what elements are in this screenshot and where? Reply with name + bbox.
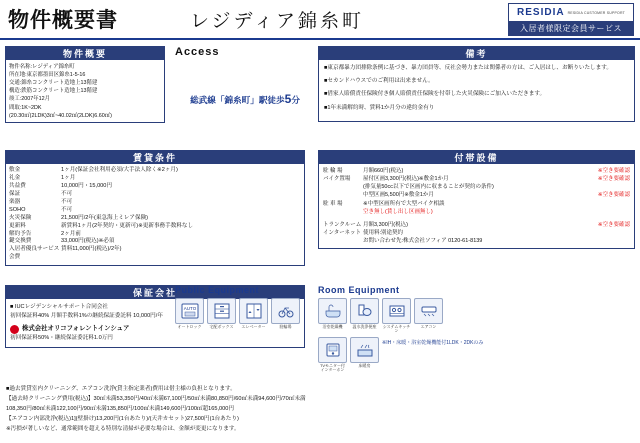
room-equipment-note-wrap: [382, 337, 518, 373]
equipment-caption: 温水洗浄便座: [352, 324, 377, 329]
table-row: [6, 246, 304, 262]
row-key: [323, 237, 363, 245]
row-value: 不可: [61, 198, 73, 205]
row-note: ※空き要確認: [597, 221, 630, 228]
access-prefix: 総武線「錦糸町」駅徒歩: [190, 95, 285, 105]
property-overview-body: [6, 60, 164, 122]
row-key: [323, 208, 363, 216]
row-key: トランクルーム: [323, 221, 362, 228]
table-row: [323, 167, 630, 175]
remark-item: ■1年未満解約時、賃料1か月分の違約金有り: [324, 104, 435, 111]
row-value: 21,500円/2年(東急海上ミレア保険): [61, 214, 149, 221]
row-value: 1ヶ月: [61, 174, 76, 181]
tv-monitor-icon: [318, 337, 347, 363]
row-key: [323, 191, 363, 199]
guarantor-header: 保証会社: [6, 286, 304, 299]
remark-item: ■借家人賠償責任保険付き個人賠償責任保険を付帯した火災保険にご加入いただきます。: [324, 91, 546, 98]
row-key: 更新料: [9, 222, 26, 229]
equipment-item: [414, 298, 443, 334]
overview-line: 竣工:2007年12月: [9, 96, 51, 103]
lease-terms-body: [6, 164, 304, 265]
row-value: 賃料11,000円(税込)/2年): [61, 246, 122, 253]
table-row: [6, 223, 304, 231]
brand-member-service-label: 入居者様限定会員サービス: [509, 21, 633, 36]
table-row: [323, 191, 630, 199]
table-row: [323, 183, 630, 191]
table-row: [323, 237, 630, 245]
mailbox-icon: [207, 298, 236, 324]
row-key: 駐 輪 場: [323, 168, 343, 174]
remarks-panel: [318, 46, 635, 122]
brand-badge: [508, 3, 634, 36]
table-row: [323, 229, 630, 237]
lease-terms-panel: [5, 150, 305, 266]
row-value: 1ヶ月(保証会社利用必須/大手法人除く※2ヶ月): [61, 167, 178, 173]
equipment-item: [271, 298, 300, 329]
equipment-item: [350, 298, 379, 334]
row-key: 敷金: [9, 167, 21, 173]
row-value: 中型区画5,500円※敷金1か月: [363, 192, 434, 199]
row-key: 入居者優良サービス会費: [9, 246, 60, 261]
brand-subtitle: RESIDIA CUSTOMER SUPPORT: [567, 10, 625, 15]
table-row: [6, 231, 304, 239]
property-name-title: レジディア錦糸町: [190, 10, 365, 32]
row-key: 共益費: [9, 182, 26, 189]
row-key: 楽器: [9, 198, 21, 205]
row-value: 新賃料1ヶ月(2年契約・更新可)※更新事務手数料なし: [61, 222, 194, 229]
auto-lock-icon: [175, 298, 204, 324]
row-value: 月額3,300円(税込): [363, 221, 408, 228]
remarks-header: 備考: [319, 47, 634, 60]
remark-item: ■東京都暴力団排除条例に基づき、暴力団員等、反社会勢力または関係者の方は、ご入居はし、お断りいたします。: [324, 65, 612, 71]
table-row: [6, 175, 304, 183]
row-key: 火災保険: [9, 214, 32, 221]
orico-logo-icon: [10, 325, 19, 334]
remarks-body: [319, 60, 634, 121]
footer-line: 108,350円/80㎡未満122,100円/90㎡未満135,850円/100㎡未満149,600円/100㎡超165,000円: [6, 405, 234, 412]
page-title: 物件概要書: [8, 8, 118, 32]
overview-line: 間取:1K~2DK: [9, 104, 42, 111]
table-row: [6, 215, 304, 223]
room-equipment-block: [318, 285, 518, 373]
svg-text:AUTO: AUTO: [183, 306, 196, 311]
access-heading: Access: [175, 46, 220, 58]
overview-line: 交通:錦糸コンクリート造地上13階建: [9, 80, 98, 87]
equipment-caption: オートロック: [177, 324, 202, 329]
row-note: ※空き要確認: [597, 176, 630, 183]
footer-notes: [6, 385, 634, 435]
overview-line: 構造:鉄筋コンクリート造地上13階建: [9, 88, 98, 95]
table-row: [6, 191, 304, 199]
row-value: 33,000円(税込)※必須: [61, 238, 115, 245]
row-note: ※空き要確認: [597, 192, 630, 199]
table-row: [6, 207, 304, 215]
room-equipment-grid-row1: [318, 298, 518, 334]
row-note: ※空き要確認: [597, 168, 630, 174]
equipment-item: [318, 298, 347, 334]
row-key: インターネット: [323, 229, 362, 236]
row-value: 2ヶ月前: [61, 230, 81, 237]
row-value: (排気量50cc以下で区画内に収まることが契約の条件): [363, 184, 494, 191]
table-row: [6, 199, 304, 207]
row-key: 解約予告: [9, 230, 32, 237]
access-block: [175, 46, 315, 106]
public-equipment-heading: Public Equipment: [175, 285, 260, 295]
guarantor-line: ■ IUCレジデンシャルサポート合同会社: [10, 304, 108, 310]
system-kitchen-icon: [382, 298, 411, 324]
equipment-caption: エレベーター: [241, 324, 266, 329]
footer-line: ■過去賃貸室内クリーニング、エアコン洗浄(貸主指定業者)費用は借主様の負担となります。: [6, 386, 236, 392]
row-value: 使用料:別途契約: [363, 229, 404, 236]
equipment-item: [207, 298, 236, 329]
overview-line: (20.30㎡(2LDK)3㎡~40.02㎡(2LDK)6.60㎡): [9, 112, 112, 119]
table-row: [323, 221, 630, 229]
room-equipment-heading: Room Equipment: [318, 285, 400, 295]
public-equipment-grid: [175, 298, 305, 329]
equipment-caption: システムキッチン: [382, 324, 411, 334]
row-value: 10,000円・15,000円: [61, 182, 112, 189]
equipment-item: [350, 337, 379, 373]
row-key: 保証: [9, 190, 21, 197]
table-row: [323, 175, 630, 183]
brand-name: RESIDIA: [517, 7, 565, 18]
property-overview-header: 物件概要: [6, 47, 164, 60]
brand-top: [509, 4, 633, 21]
equipment-caption: 床暖房: [358, 362, 371, 368]
table-row: [323, 208, 630, 216]
equipment-item: [239, 298, 268, 329]
row-value: 不可: [61, 190, 73, 197]
room-equipment-note: ※IH・床暖・浴室乾燥機能付1LDK・2DKのみ: [382, 339, 484, 346]
document-header: [0, 0, 640, 40]
guarantor-line: 初回保証料50%・継続保証委託料1.0万円: [10, 335, 113, 342]
lease-terms-header: 賃貸条件: [6, 151, 304, 164]
equipment-caption: 宅配ボックス: [209, 324, 234, 329]
row-value: 月額660円(税込): [363, 168, 404, 174]
guarantor-line: 初回保証料40% 月額手数料1%の継続保証委託料 10,000円/年: [10, 312, 163, 319]
footer-line: ※汚損が著しいなど、通常範囲を超える特別な清掃が必要な場合は、金額が変更になります。: [6, 425, 240, 432]
remark-item: ■セカンドハウスでのご利用は出来ません。: [324, 78, 434, 85]
row-value: ※中型区画所有で大型バイク相談: [363, 200, 445, 207]
equipment-item: [175, 298, 204, 329]
row-key: 鍵交換費: [9, 238, 32, 245]
table-row: [323, 200, 630, 208]
header-divider: [0, 38, 640, 40]
property-overview-panel: [5, 46, 165, 123]
access-minutes: 5: [284, 92, 292, 106]
elevator-icon: [239, 298, 268, 324]
facilities-header: 付帯設備: [319, 151, 634, 164]
bath-icon: [318, 298, 347, 324]
row-value: お問い合わせ先:株式会社ソフィア 0120-61-8139: [363, 238, 483, 244]
orico-company-name: 株式会社オリコフォレントインシュア: [22, 324, 130, 332]
washlet-icon: [350, 298, 379, 324]
row-value: 不可: [61, 206, 73, 213]
equipment-caption: TVモニター付インターホン: [319, 362, 346, 373]
bicycle-parking-icon: [271, 298, 300, 324]
table-row: [6, 183, 304, 191]
equipment-item: [318, 337, 347, 373]
equipment-caption: 駐輪場: [279, 324, 292, 329]
overview-line: 物件名称:レジディア錦糸町: [9, 64, 75, 70]
row-value: 屋付区画3,300円(税込)※敷金1か月: [363, 176, 449, 183]
facilities-body: [319, 164, 634, 248]
footer-line: 【エアコン内部洗浄(税込)1](壁掛け)13,200円(1台あたり)/(天井カセット)27,500円(1台あたり): [6, 415, 239, 422]
row-key: 礼金: [9, 174, 21, 181]
access-suffix: 分: [291, 95, 300, 105]
footer-line: 【過去時クリーニング費用(税込)】30㎡未満53,350円/40㎡未満67,100円/50㎡未満80,850円/60㎡未満94,600円/70㎡未満: [6, 395, 306, 402]
equipment-item: [382, 298, 411, 334]
public-equipment-block: [175, 285, 305, 329]
equipment-caption: エアコン: [420, 324, 437, 329]
row-key: バイク置場: [323, 176, 351, 183]
room-equipment-grid-row2: [318, 337, 518, 373]
row-key: SOHO: [9, 206, 26, 213]
aircon-icon: [414, 298, 443, 324]
row-key: [323, 183, 363, 191]
overview-line: 所在地:東京都墨田区錦糸1-5-16: [9, 72, 86, 79]
row-value: 空き無し(賃し出し区画無し): [363, 208, 433, 215]
table-row: [6, 167, 304, 175]
access-description: [175, 92, 315, 106]
facilities-panel: [318, 150, 635, 249]
row-key: 駐 車 場: [323, 200, 343, 207]
equipment-caption: 浴室乾燥機: [322, 324, 343, 329]
floor-heating-icon: [350, 337, 379, 363]
